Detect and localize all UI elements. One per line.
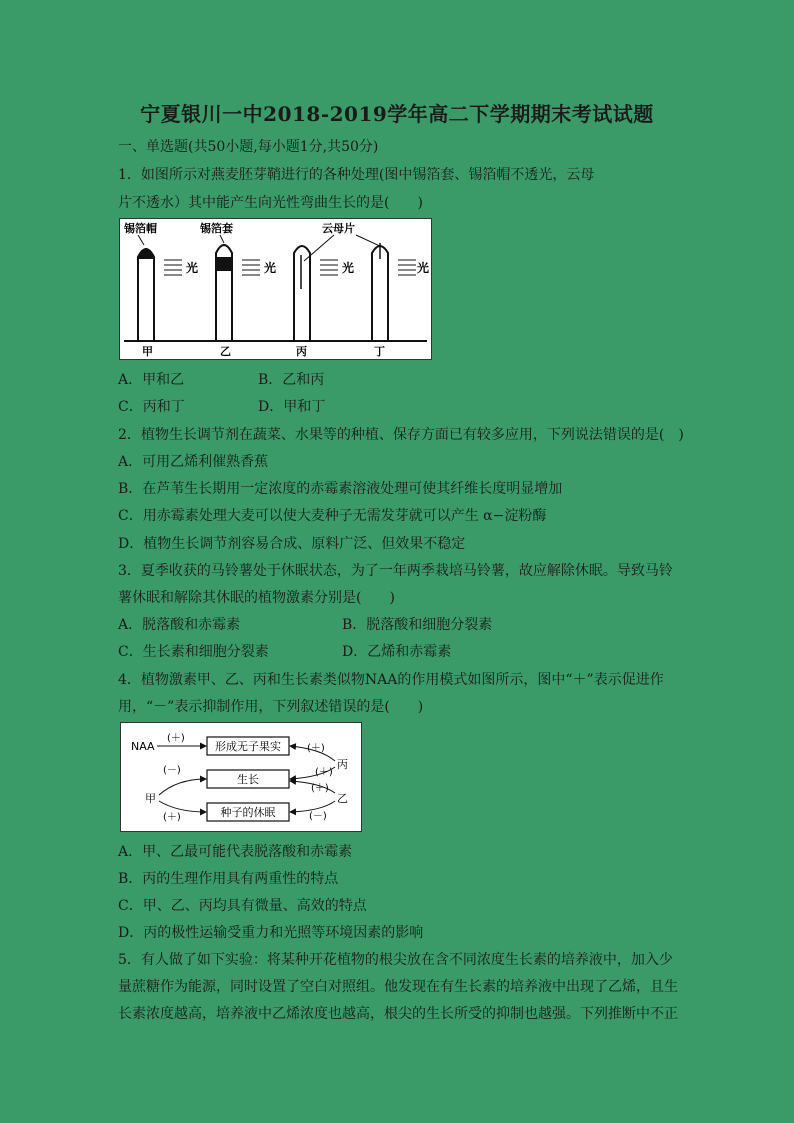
q4-option-a: A．甲、乙最可能代表脱落酸和赤霉素 — [118, 844, 353, 860]
q4-option-d: D．丙的极性运输受重力和光照等环境因素的影响 — [118, 925, 424, 941]
q3-option-c: C．生长素和细胞分裂素 — [118, 644, 269, 660]
q5-stem-line2: 量蔗糖作为能源，同时设置了空白对照组。他发现在有生长素的培养液中出现了乙烯，且生 — [118, 979, 678, 995]
coleoptile-jia — [137, 248, 155, 341]
q4-stem-line1: 4．植物激素甲、乙、丙和生长素类似物NAA的作用模式如图所示，图中“＋”表示促进作 — [118, 672, 664, 688]
q1-option-b: B．乙和丙 — [258, 372, 325, 388]
jia-minus: (－) — [163, 765, 181, 776]
section-heading: 一、单选题(共50小题,每小题1分,共50分) — [118, 139, 379, 155]
light-label-jia: 光 — [186, 261, 199, 275]
q3-option-a: A．脱落酸和赤霉素 — [118, 617, 241, 633]
q3-stem-line2: 薯休眠和解除其休眠的植物激素分别是( ) — [118, 590, 395, 606]
q3-option-b: B．脱落酸和细胞分裂素 — [342, 617, 493, 633]
label-ding: 丁 — [374, 345, 385, 358]
q4-option-b: B．丙的生理作用具有两重性的特点 — [118, 871, 339, 887]
q1-stem-line1: 1．如图所示对燕麦胚芽鞘进行的各种处理(图中锡箔套、锡箔帽不透光，云母 — [118, 167, 595, 183]
q2-option-c: C．用赤霉素处理大麦可以使大麦种子无需发芽就可以产生 α−淀粉酶 — [118, 508, 547, 524]
mica-label: 云母片 — [322, 222, 355, 235]
bing-plus-1: (＋) — [307, 743, 325, 754]
naa-plus: (＋) — [167, 733, 185, 744]
q4-option-c: C．甲、乙、丙均具有微量、高效的特点 — [118, 898, 367, 914]
light-arrows-yi — [242, 260, 260, 275]
label-yi: 乙 — [220, 345, 231, 358]
light-label-yi: 光 — [264, 261, 277, 275]
q4-hormone-diagram — [120, 722, 362, 832]
page-title: 宁夏银川一中2018-2019学年高二下学期期末考试试题 — [140, 102, 654, 126]
yi-minus: (－) — [309, 811, 327, 822]
light-arrows-ding — [398, 260, 416, 275]
q5-stem-line1: 5．有人做了如下实验：将某种开花植物的根尖放在含不同浓度生长素的培养液中，加入少 — [118, 952, 673, 968]
q2-option-b: B．在芦苇生长期用一定浓度的赤霉素溶液处理可使其纤维长度明显增加 — [118, 481, 563, 497]
q1-coleoptile-figure — [119, 218, 432, 360]
sleeve-label: 锡箔套 — [200, 222, 233, 235]
coleoptile-yi — [216, 245, 232, 341]
light-arrows-jia — [164, 260, 182, 275]
jia-label: 甲 — [145, 792, 156, 805]
label-jia: 甲 — [142, 345, 153, 358]
jia-plus: (＋) — [163, 812, 181, 823]
q2-stem: 2．植物生长调节剂在蔬菜、水果等的种植、保存方面已有较多应用，下列说法错误的是( ) — [118, 427, 684, 443]
q1-option-c: C．丙和丁 — [118, 399, 185, 415]
coleoptile-ding — [372, 243, 388, 341]
box3-text: 种子的休眠 — [220, 806, 276, 819]
q1-stem-line2: 片不透水）其中能产生向光性弯曲生长的是( ) — [118, 195, 423, 211]
q3-stem-line1: 3．夏季收获的马铃薯处于休眠状态，为了一年两季栽培马铃薯，故应解除休眠。导致马铃 — [118, 563, 673, 579]
q4-stem-line2: 用，“－”表示抑制作用，下列叙述错误的是( ) — [118, 699, 424, 715]
cap-label: 锡箔帽 — [124, 222, 157, 235]
q3-option-d: D．乙烯和赤霉素 — [342, 644, 452, 660]
coleoptile-bing — [294, 246, 310, 341]
bing-label: 丙 — [337, 758, 348, 771]
naa-label: NAA — [131, 740, 155, 753]
label-bing: 丙 — [296, 345, 307, 358]
q5-stem-line3: 长素浓度越高，培养液中乙烯浓度也越高，根尖的生长所受的抑制也越强。下列推断中不正 — [118, 1006, 678, 1022]
bing-plus-2: (＋) — [315, 767, 333, 778]
box2-text: 生长 — [237, 773, 259, 786]
yi-label: 乙 — [337, 792, 348, 805]
light-label-ding: 光 — [417, 261, 430, 275]
light-label-bing: 光 — [342, 261, 355, 275]
q2-option-a: A．可用乙烯利催熟香蕉 — [118, 454, 269, 470]
q1-option-a: A．甲和乙 — [118, 372, 185, 388]
yi-plus: (＋) — [311, 783, 329, 794]
box1-text: 形成无子果实 — [215, 740, 281, 753]
q1-option-d: D．甲和丁 — [258, 399, 326, 415]
light-arrows-bing — [320, 260, 338, 275]
q2-option-d: D．植物生长调节剂容易合成、原料广泛、但效果不稳定 — [118, 536, 466, 552]
